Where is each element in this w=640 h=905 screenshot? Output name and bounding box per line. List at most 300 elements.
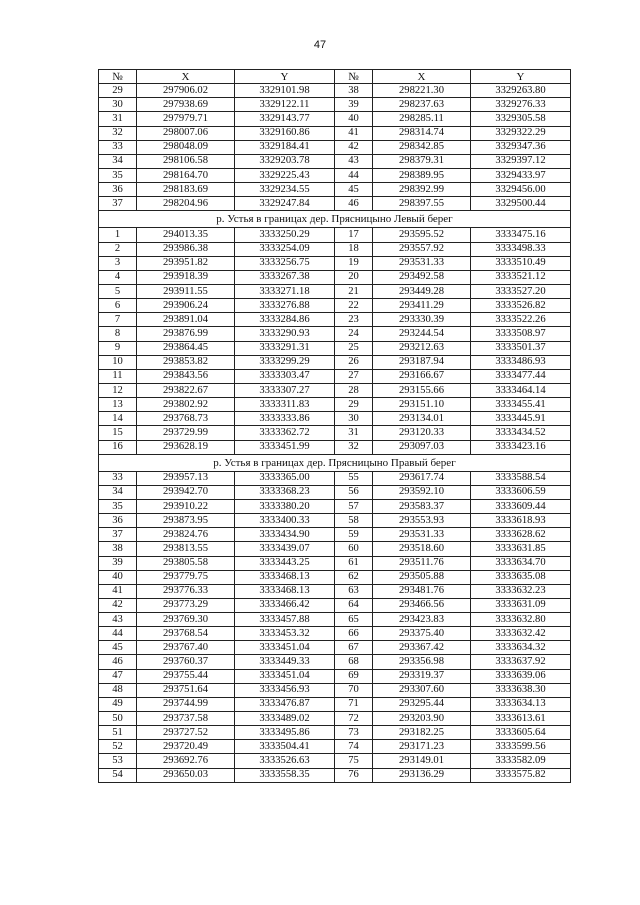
cell-x-right: 293449.28 xyxy=(373,284,471,298)
table-row xyxy=(99,712,571,726)
cell-y-right: 3333527.20 xyxy=(471,284,571,298)
cell-x-right: 298314.74 xyxy=(373,126,471,140)
cell-x-right: 293518.60 xyxy=(373,542,471,556)
table-row xyxy=(99,556,571,570)
cell-num-left: 45 xyxy=(99,641,137,655)
table-row xyxy=(99,669,571,683)
cell-num-right: 70 xyxy=(335,683,373,697)
table-row xyxy=(99,584,571,598)
cell-y-left: 3333466.42 xyxy=(235,598,335,612)
cell-num-left: 39 xyxy=(99,556,137,570)
cell-num-left: 33 xyxy=(99,471,137,485)
cell-x-left: 293779.75 xyxy=(137,570,235,584)
cell-num-left: 6 xyxy=(99,299,137,313)
cell-x-right: 298342.85 xyxy=(373,140,471,154)
cell-num-left: 30 xyxy=(99,98,137,112)
table-row xyxy=(99,627,571,641)
cell-x-left: 293628.19 xyxy=(137,440,235,454)
cell-x-right: 293531.33 xyxy=(373,528,471,542)
cell-y-right: 3333526.82 xyxy=(471,299,571,313)
cell-y-right: 3333637.92 xyxy=(471,655,571,669)
cell-y-left: 3333250.29 xyxy=(235,228,335,242)
cell-x-right: 298221.30 xyxy=(373,84,471,98)
cell-num-left: 2 xyxy=(99,242,137,256)
cell-x-left: 293864.45 xyxy=(137,341,235,355)
cell-y-left: 3329143.77 xyxy=(235,112,335,126)
cell-num-right: 75 xyxy=(335,754,373,768)
cell-y-left: 3333299.29 xyxy=(235,355,335,369)
cell-x-left: 298183.69 xyxy=(137,183,235,197)
cell-y-left: 3329160.86 xyxy=(235,126,335,140)
cell-y-left: 3333311.83 xyxy=(235,398,335,412)
cell-x-left: 297938.69 xyxy=(137,98,235,112)
cell-x-left: 293813.55 xyxy=(137,542,235,556)
cell-num-left: 1 xyxy=(99,228,137,242)
cell-y-right: 3333635.08 xyxy=(471,570,571,584)
cell-num-right: 44 xyxy=(335,168,373,182)
cell-num-right: 27 xyxy=(335,369,373,383)
cell-num-left: 48 xyxy=(99,683,137,697)
table-row xyxy=(99,355,571,369)
cell-y-right: 3333455.41 xyxy=(471,398,571,412)
cell-num-left: 49 xyxy=(99,697,137,711)
cell-num-right: 41 xyxy=(335,126,373,140)
cell-num-right: 72 xyxy=(335,712,373,726)
cell-y-right: 3333618.93 xyxy=(471,514,571,528)
cell-x-right: 293583.37 xyxy=(373,499,471,513)
cell-y-right: 3329305.58 xyxy=(471,112,571,126)
table-row xyxy=(99,499,571,513)
cell-y-left: 3333489.02 xyxy=(235,712,335,726)
cell-y-left: 3333526.63 xyxy=(235,754,335,768)
cell-x-right: 293166.67 xyxy=(373,369,471,383)
table-row xyxy=(99,528,571,542)
cell-x-right: 293375.40 xyxy=(373,627,471,641)
cell-x-right: 293367.42 xyxy=(373,641,471,655)
cell-num-right: 65 xyxy=(335,613,373,627)
cell-num-right: 29 xyxy=(335,398,373,412)
cell-y-right: 3329263.80 xyxy=(471,84,571,98)
cell-x-left: 293824.76 xyxy=(137,528,235,542)
cell-y-left: 3329247.84 xyxy=(235,197,335,211)
section-title-row xyxy=(99,211,571,228)
cell-num-left: 11 xyxy=(99,369,137,383)
table-row xyxy=(99,84,571,98)
cell-y-left: 3333333.86 xyxy=(235,412,335,426)
cell-num-left: 8 xyxy=(99,327,137,341)
table-row xyxy=(99,697,571,711)
cell-x-right: 298379.31 xyxy=(373,154,471,168)
cell-y-left: 3333476.87 xyxy=(235,697,335,711)
cell-x-right: 293481.76 xyxy=(373,584,471,598)
cell-num-left: 40 xyxy=(99,570,137,584)
cell-y-right: 3329322.29 xyxy=(471,126,571,140)
cell-num-left: 36 xyxy=(99,183,137,197)
table-row xyxy=(99,412,571,426)
cell-y-left: 3333443.25 xyxy=(235,556,335,570)
cell-x-left: 293692.76 xyxy=(137,754,235,768)
table-row xyxy=(99,598,571,612)
cell-y-right: 3333639.06 xyxy=(471,669,571,683)
cell-x-right: 293149.01 xyxy=(373,754,471,768)
header-num-left: № xyxy=(99,70,137,84)
cell-x-left: 293744.99 xyxy=(137,697,235,711)
table-row xyxy=(99,242,571,256)
cell-num-right: 76 xyxy=(335,768,373,782)
cell-y-right: 3333631.85 xyxy=(471,542,571,556)
cell-x-left: 293853.82 xyxy=(137,355,235,369)
cell-y-right: 3333588.54 xyxy=(471,471,571,485)
table-row xyxy=(99,542,571,556)
cell-num-right: 24 xyxy=(335,327,373,341)
cell-x-left: 293768.54 xyxy=(137,627,235,641)
cell-num-right: 22 xyxy=(335,299,373,313)
cell-y-right: 3333498.33 xyxy=(471,242,571,256)
cell-y-right: 3333628.62 xyxy=(471,528,571,542)
cell-y-left: 3333267.38 xyxy=(235,270,335,284)
cell-x-right: 293244.54 xyxy=(373,327,471,341)
table-row xyxy=(99,197,571,211)
table-row xyxy=(99,754,571,768)
cell-y-right: 3333521.12 xyxy=(471,270,571,284)
cell-num-right: 43 xyxy=(335,154,373,168)
cell-x-left: 298204.96 xyxy=(137,197,235,211)
cell-x-left: 293873.95 xyxy=(137,514,235,528)
cell-y-left: 3333307.27 xyxy=(235,383,335,397)
table-row xyxy=(99,299,571,313)
cell-y-left: 3333291.31 xyxy=(235,341,335,355)
cell-num-right: 68 xyxy=(335,655,373,669)
cell-x-left: 293773.29 xyxy=(137,598,235,612)
cell-x-left: 298007.06 xyxy=(137,126,235,140)
cell-x-left: 293906.24 xyxy=(137,299,235,313)
cell-num-left: 32 xyxy=(99,126,137,140)
cell-y-left: 3329225.43 xyxy=(235,168,335,182)
table-row xyxy=(99,726,571,740)
table-row xyxy=(99,313,571,327)
cell-y-right: 3333423.16 xyxy=(471,440,571,454)
cell-x-right: 293120.33 xyxy=(373,426,471,440)
cell-x-left: 293918.39 xyxy=(137,270,235,284)
cell-x-right: 298397.55 xyxy=(373,197,471,211)
cell-x-right: 298237.63 xyxy=(373,98,471,112)
cell-num-left: 52 xyxy=(99,740,137,754)
cell-x-left: 293767.40 xyxy=(137,641,235,655)
cell-y-right: 3329500.44 xyxy=(471,197,571,211)
cell-x-left: 293805.58 xyxy=(137,556,235,570)
cell-num-left: 34 xyxy=(99,154,137,168)
cell-y-right: 3333510.49 xyxy=(471,256,571,270)
cell-y-left: 3333504.41 xyxy=(235,740,335,754)
cell-x-left: 298106.58 xyxy=(137,154,235,168)
cell-num-right: 31 xyxy=(335,426,373,440)
cell-y-right: 3329347.36 xyxy=(471,140,571,154)
cell-x-right: 293134.01 xyxy=(373,412,471,426)
cell-x-right: 293097.03 xyxy=(373,440,471,454)
cell-num-right: 42 xyxy=(335,140,373,154)
cell-num-left: 37 xyxy=(99,528,137,542)
cell-num-right: 64 xyxy=(335,598,373,612)
cell-num-left: 43 xyxy=(99,613,137,627)
cell-num-right: 55 xyxy=(335,471,373,485)
cell-x-right: 293356.98 xyxy=(373,655,471,669)
cell-y-left: 3329101.98 xyxy=(235,84,335,98)
cell-y-left: 3329203.78 xyxy=(235,154,335,168)
cell-x-left: 293769.30 xyxy=(137,613,235,627)
header-x-right: X xyxy=(373,70,471,84)
cell-num-left: 9 xyxy=(99,341,137,355)
cell-x-left: 293768.73 xyxy=(137,412,235,426)
table-row xyxy=(99,369,571,383)
cell-num-right: 74 xyxy=(335,740,373,754)
table-row xyxy=(99,168,571,182)
cell-y-right: 3333445.91 xyxy=(471,412,571,426)
cell-x-left: 293910.22 xyxy=(137,499,235,513)
table-row xyxy=(99,740,571,754)
cell-num-right: 32 xyxy=(335,440,373,454)
cell-y-left: 3333453.32 xyxy=(235,627,335,641)
table-row xyxy=(99,183,571,197)
table-row xyxy=(99,284,571,298)
cell-num-left: 50 xyxy=(99,712,137,726)
cell-y-left: 3333284.86 xyxy=(235,313,335,327)
table-row xyxy=(99,613,571,627)
cell-num-left: 10 xyxy=(99,355,137,369)
cell-y-right: 3333477.44 xyxy=(471,369,571,383)
table-row xyxy=(99,655,571,669)
cell-y-right: 3333631.09 xyxy=(471,598,571,612)
cell-y-left: 3333256.75 xyxy=(235,256,335,270)
table-row xyxy=(99,154,571,168)
cell-num-right: 39 xyxy=(335,98,373,112)
cell-x-left: 293986.38 xyxy=(137,242,235,256)
table-row xyxy=(99,426,571,440)
cell-x-right: 298392.99 xyxy=(373,183,471,197)
cell-num-left: 41 xyxy=(99,584,137,598)
table-row xyxy=(99,327,571,341)
cell-y-right: 3333501.37 xyxy=(471,341,571,355)
cell-x-left: 293843.56 xyxy=(137,369,235,383)
table-row xyxy=(99,641,571,655)
cell-x-right: 293319.37 xyxy=(373,669,471,683)
cell-num-right: 57 xyxy=(335,499,373,513)
cell-y-left: 3333439.07 xyxy=(235,542,335,556)
cell-num-right: 30 xyxy=(335,412,373,426)
cell-num-left: 15 xyxy=(99,426,137,440)
cell-x-left: 293751.64 xyxy=(137,683,235,697)
header-y-right: Y xyxy=(471,70,571,84)
cell-num-right: 26 xyxy=(335,355,373,369)
cell-x-right: 293155.66 xyxy=(373,383,471,397)
cell-num-left: 54 xyxy=(99,768,137,782)
cell-num-right: 66 xyxy=(335,627,373,641)
cell-y-left: 3333468.13 xyxy=(235,570,335,584)
cell-num-left: 53 xyxy=(99,754,137,768)
table-row xyxy=(99,398,571,412)
cell-y-right: 3329276.33 xyxy=(471,98,571,112)
header-row xyxy=(99,70,571,84)
cell-y-right: 3333606.59 xyxy=(471,485,571,499)
cell-num-right: 18 xyxy=(335,242,373,256)
cell-x-left: 297979.71 xyxy=(137,112,235,126)
cell-num-right: 28 xyxy=(335,383,373,397)
cell-x-left: 294013.35 xyxy=(137,228,235,242)
cell-x-right: 293295.44 xyxy=(373,697,471,711)
cell-x-left: 297906.02 xyxy=(137,84,235,98)
table-row xyxy=(99,270,571,284)
cell-num-left: 35 xyxy=(99,499,137,513)
cell-y-left: 3333558.35 xyxy=(235,768,335,782)
cell-y-left: 3333368.23 xyxy=(235,485,335,499)
cell-y-left: 3333456.93 xyxy=(235,683,335,697)
cell-x-left: 293942.70 xyxy=(137,485,235,499)
cell-x-right: 298285.11 xyxy=(373,112,471,126)
cell-x-right: 293212.63 xyxy=(373,341,471,355)
cell-num-right: 19 xyxy=(335,256,373,270)
cell-y-right: 3333508.97 xyxy=(471,327,571,341)
cell-num-left: 33 xyxy=(99,140,137,154)
cell-x-left: 293650.03 xyxy=(137,768,235,782)
cell-x-right: 293492.58 xyxy=(373,270,471,284)
cell-num-left: 46 xyxy=(99,655,137,669)
cell-x-right: 293553.93 xyxy=(373,514,471,528)
cell-num-left: 7 xyxy=(99,313,137,327)
cell-y-right: 3333634.70 xyxy=(471,556,571,570)
cell-x-left: 293957.13 xyxy=(137,471,235,485)
cell-x-left: 293911.55 xyxy=(137,284,235,298)
cell-num-left: 13 xyxy=(99,398,137,412)
cell-num-left: 3 xyxy=(99,256,137,270)
cell-num-left: 37 xyxy=(99,197,137,211)
cell-num-right: 21 xyxy=(335,284,373,298)
cell-num-left: 4 xyxy=(99,270,137,284)
cell-y-left: 3333271.18 xyxy=(235,284,335,298)
cell-y-left: 3333434.90 xyxy=(235,528,335,542)
cell-y-right: 3333475.16 xyxy=(471,228,571,242)
cell-y-left: 3329184.41 xyxy=(235,140,335,154)
cell-num-left: 51 xyxy=(99,726,137,740)
cell-x-left: 293727.52 xyxy=(137,726,235,740)
table-row xyxy=(99,140,571,154)
cell-y-right: 3333634.32 xyxy=(471,641,571,655)
cell-num-left: 35 xyxy=(99,168,137,182)
cell-y-right: 3333632.42 xyxy=(471,627,571,641)
cell-x-left: 293951.82 xyxy=(137,256,235,270)
cell-num-right: 25 xyxy=(335,341,373,355)
table-row xyxy=(99,440,571,454)
cell-y-left: 3333400.33 xyxy=(235,514,335,528)
cell-x-right: 293203.90 xyxy=(373,712,471,726)
table-row xyxy=(99,126,571,140)
table-row xyxy=(99,228,571,242)
cell-num-left: 31 xyxy=(99,112,137,126)
section-title: р. Устья в границах дер. Прясницыно Левый берег xyxy=(99,211,571,228)
cell-y-right: 3333599.56 xyxy=(471,740,571,754)
table-row xyxy=(99,383,571,397)
table-row xyxy=(99,341,571,355)
cell-num-right: 67 xyxy=(335,641,373,655)
cell-x-left: 293737.58 xyxy=(137,712,235,726)
cell-y-right: 3333434.52 xyxy=(471,426,571,440)
cell-x-left: 293720.49 xyxy=(137,740,235,754)
cell-x-right: 293592.10 xyxy=(373,485,471,499)
cell-y-right: 3333582.09 xyxy=(471,754,571,768)
cell-num-right: 38 xyxy=(335,84,373,98)
cell-y-right: 3329433.97 xyxy=(471,168,571,182)
cell-x-right: 293187.94 xyxy=(373,355,471,369)
cell-y-left: 3333449.33 xyxy=(235,655,335,669)
cell-x-right: 293307.60 xyxy=(373,683,471,697)
cell-y-right: 3333613.61 xyxy=(471,712,571,726)
cell-x-right: 293511.76 xyxy=(373,556,471,570)
cell-num-right: 58 xyxy=(335,514,373,528)
cell-y-right: 3333605.64 xyxy=(471,726,571,740)
cell-y-left: 3333495.86 xyxy=(235,726,335,740)
header-x-left: X xyxy=(137,70,235,84)
cell-x-left: 298048.09 xyxy=(137,140,235,154)
cell-x-left: 293729.99 xyxy=(137,426,235,440)
cell-num-right: 23 xyxy=(335,313,373,327)
cell-num-right: 59 xyxy=(335,528,373,542)
cell-y-right: 3333632.80 xyxy=(471,613,571,627)
cell-y-right: 3333632.23 xyxy=(471,584,571,598)
table-row xyxy=(99,112,571,126)
cell-num-left: 44 xyxy=(99,627,137,641)
table-row xyxy=(99,514,571,528)
table-row xyxy=(99,768,571,782)
cell-num-left: 47 xyxy=(99,669,137,683)
cell-y-left: 3333365.00 xyxy=(235,471,335,485)
cell-num-left: 12 xyxy=(99,383,137,397)
cell-x-right: 293182.25 xyxy=(373,726,471,740)
cell-x-left: 293876.99 xyxy=(137,327,235,341)
cell-y-left: 3333254.09 xyxy=(235,242,335,256)
cell-y-right: 3333638.30 xyxy=(471,683,571,697)
cell-x-right: 293136.29 xyxy=(373,768,471,782)
cell-y-left: 3333468.13 xyxy=(235,584,335,598)
cell-y-left: 3329122.11 xyxy=(235,98,335,112)
header-num-right: № xyxy=(335,70,373,84)
cell-y-left: 3333451.99 xyxy=(235,440,335,454)
cell-num-left: 14 xyxy=(99,412,137,426)
cell-x-right: 298389.95 xyxy=(373,168,471,182)
cell-num-right: 63 xyxy=(335,584,373,598)
cell-y-right: 3333464.14 xyxy=(471,383,571,397)
cell-num-left: 38 xyxy=(99,542,137,556)
cell-x-left: 293802.92 xyxy=(137,398,235,412)
cell-x-right: 293505.88 xyxy=(373,570,471,584)
cell-y-left: 3329234.55 xyxy=(235,183,335,197)
coordinates-table xyxy=(98,69,571,783)
cell-num-right: 46 xyxy=(335,197,373,211)
table-row xyxy=(99,683,571,697)
cell-x-right: 293411.29 xyxy=(373,299,471,313)
cell-y-right: 3333609.44 xyxy=(471,499,571,513)
cell-x-right: 293466.56 xyxy=(373,598,471,612)
cell-y-right: 3333575.82 xyxy=(471,768,571,782)
cell-num-left: 16 xyxy=(99,440,137,454)
cell-x-right: 293531.33 xyxy=(373,256,471,270)
cell-num-right: 56 xyxy=(335,485,373,499)
section-title: р. Устья в границах дер. Прясницыно Правый берег xyxy=(99,454,571,471)
cell-y-right: 3333634.13 xyxy=(471,697,571,711)
cell-num-right: 73 xyxy=(335,726,373,740)
header-y-left: Y xyxy=(235,70,335,84)
cell-x-right: 293151.10 xyxy=(373,398,471,412)
cell-num-left: 36 xyxy=(99,514,137,528)
cell-x-left: 293822.67 xyxy=(137,383,235,397)
cell-num-right: 45 xyxy=(335,183,373,197)
